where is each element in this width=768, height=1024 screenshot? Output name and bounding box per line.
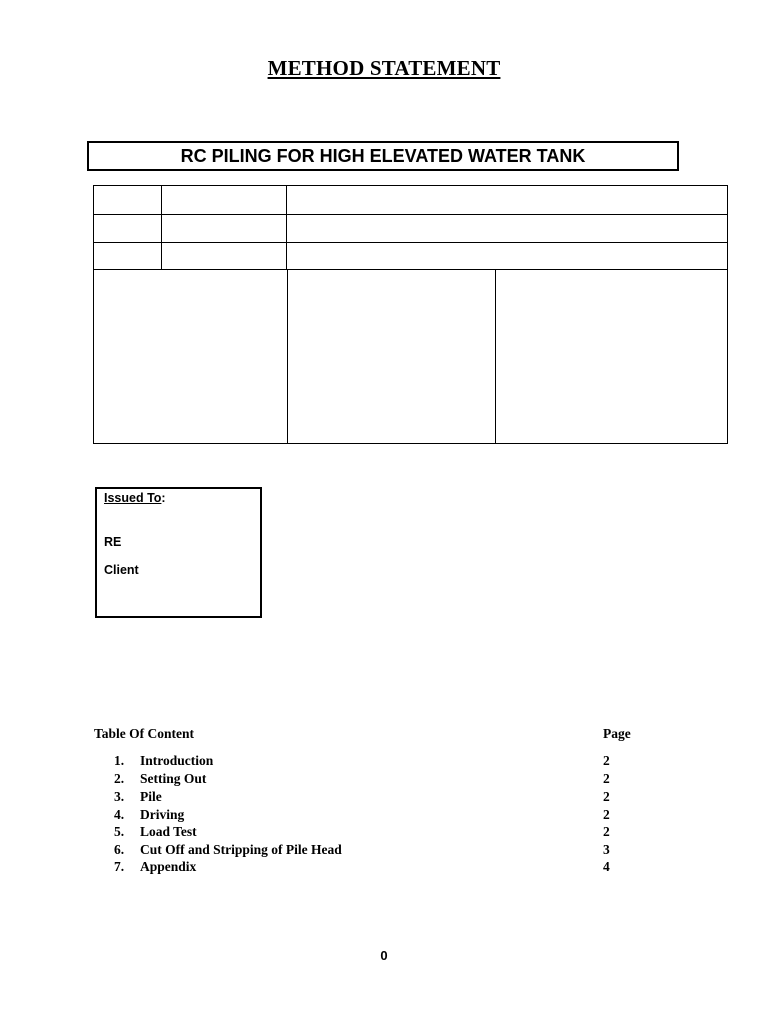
toc-item-number: 6. [114, 842, 125, 857]
toc-item[interactable] [0, 859, 768, 877]
project-title: RC PILING FOR HIGH ELEVATED WATER TANK [180, 145, 586, 166]
toc-item-number: 5. [114, 824, 125, 839]
page-number: 0 [380, 948, 388, 963]
toc-item-page: 2 [603, 789, 610, 804]
signature-cell [94, 270, 288, 443]
toc-item[interactable] [0, 807, 768, 825]
info-cell [94, 243, 162, 269]
toc-item-label: Load Test [140, 824, 197, 839]
toc-page-header: Page [603, 726, 631, 741]
toc-item-number: 7. [114, 859, 125, 874]
signature-section [94, 270, 727, 443]
toc-item-number: 3. [114, 789, 125, 804]
toc-item-number: 2. [114, 771, 125, 786]
document-info-table [93, 185, 728, 444]
info-cell [94, 186, 162, 214]
toc-item-page: 2 [603, 753, 610, 768]
toc-item-label: Introduction [140, 753, 214, 768]
info-row [94, 186, 727, 215]
toc-item-number: 1. [114, 753, 125, 768]
toc-item[interactable] [0, 771, 768, 789]
signature-cell [287, 270, 496, 443]
info-cell [94, 215, 162, 242]
toc-item-label: Appendix [140, 859, 197, 874]
toc-item-page: 4 [603, 859, 610, 874]
info-row [94, 215, 727, 243]
toc-item-page: 3 [603, 842, 610, 857]
toc-item-page: 2 [603, 771, 610, 786]
toc-item[interactable] [0, 842, 768, 860]
toc-item[interactable] [0, 789, 768, 807]
info-row [94, 243, 727, 270]
info-cell [161, 186, 287, 214]
toc-item[interactable] [0, 824, 768, 842]
issued-to-recipient: Client [104, 563, 139, 577]
project-title-box [87, 141, 679, 171]
toc-item-label: Cut Off and Stripping of Pile Head [140, 842, 342, 857]
toc-item-page: 2 [603, 807, 610, 822]
issued-to-recipient: RE [104, 535, 122, 549]
issued-to-label: Issued To: [104, 491, 166, 505]
toc-header: Table Of Content [94, 726, 195, 741]
toc-item-label: Pile [140, 789, 162, 804]
toc-item[interactable] [0, 753, 768, 771]
issued-to-box [95, 487, 262, 618]
toc-item-number: 4. [114, 807, 125, 822]
info-cell [161, 215, 287, 242]
toc-item-label: Driving [140, 807, 185, 822]
document-title: METHOD STATEMENT [267, 56, 501, 80]
toc-item-page: 2 [603, 824, 610, 839]
toc-item-label: Setting Out [140, 771, 207, 786]
info-cell [161, 243, 287, 269]
